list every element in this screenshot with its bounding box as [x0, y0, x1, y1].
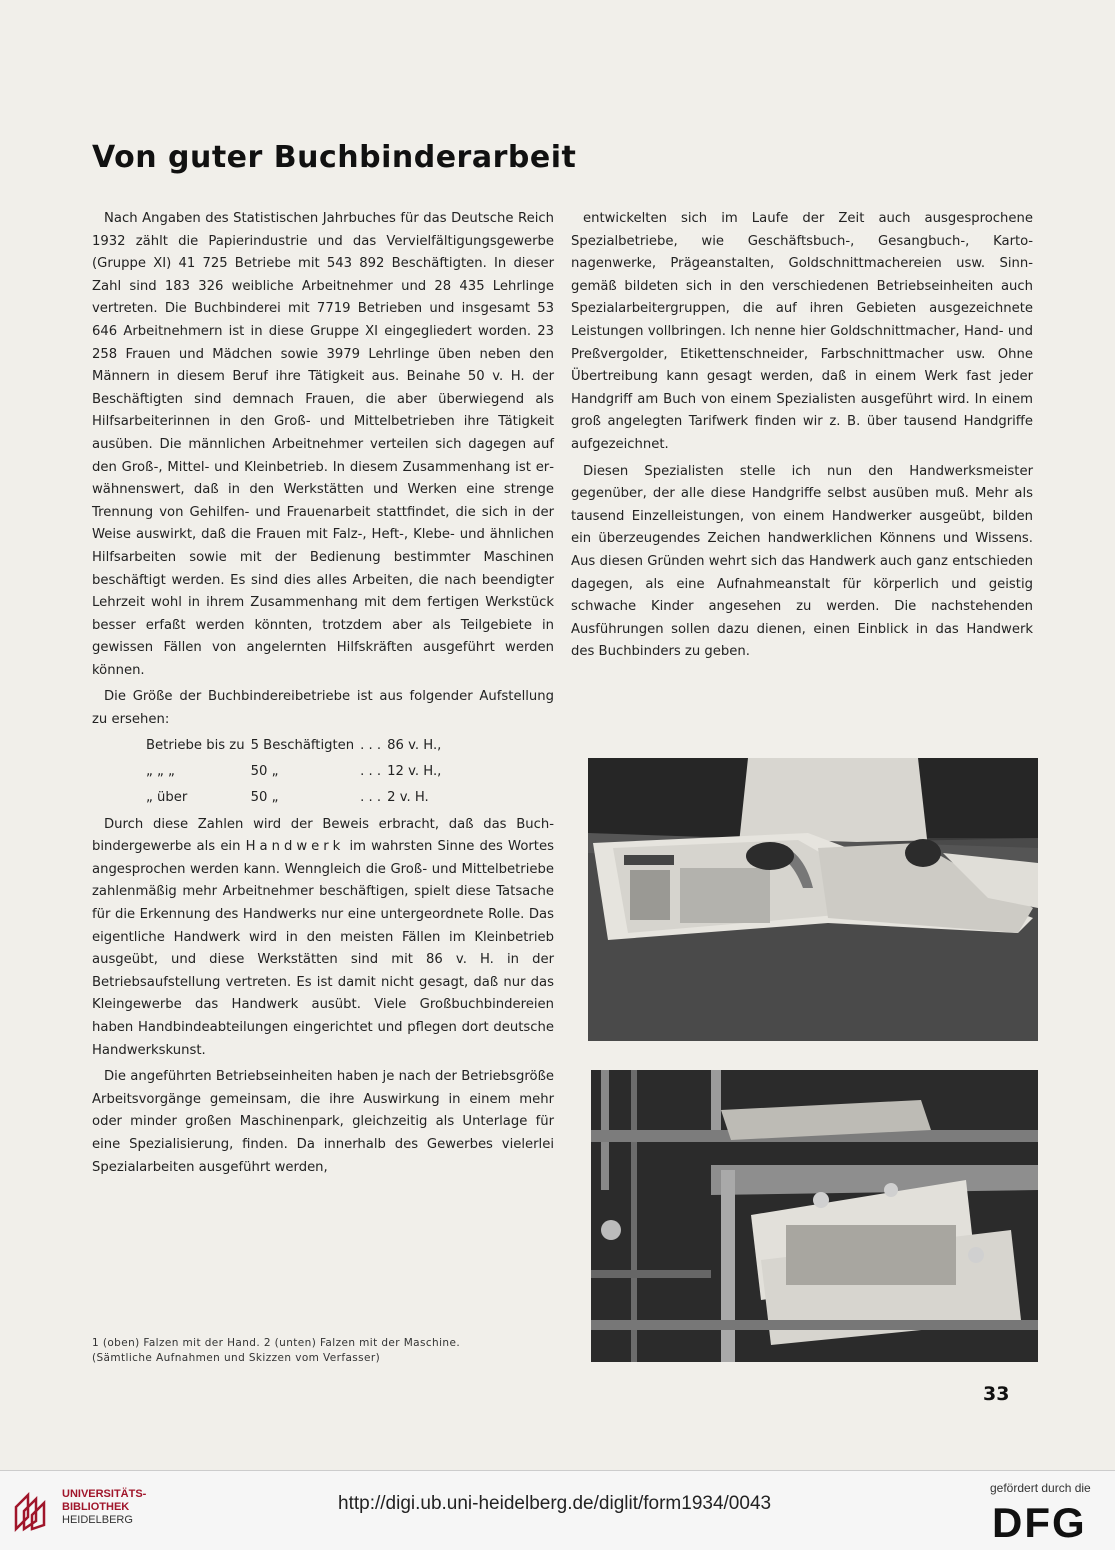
photo-folding-machine: [591, 1070, 1038, 1362]
footer-bar: [0, 1470, 1115, 1550]
library-name-line: HEIDELBERG: [62, 1514, 133, 1526]
paragraph-text: im wahrsten Sinne des Wortes angesprochen werden kann. Wenngleich die Groß- und Mittelbetriebe zahlenmäßig mehr Arbeitnehmer beschäftigen, spielt diese Tatsache für die Erkennung des Handwerks nur eine untergeordnete Rolle. Das eigentliche Handwerk wird in den meisten Fällen im Kleinbetrieb ausgeübt, und diese Werkstätten sind mit 86 v. H. in der Betriebsaufstellung vertreten. Es ist damit nicht gesagt, daß nur das Kleingewerbe das Handwerk ausübt. Viele Großbuchbindereien haben Handbindeabteilungen eingerichtet und pflegen dort deutsche Handwerkskunst.: [92, 839, 554, 1058]
emphasis-handwerk: Handwerk: [245, 839, 345, 855]
table-cell: . . .: [360, 790, 382, 806]
photo-hand-folding: [588, 758, 1038, 1041]
figure-caption: [92, 1336, 562, 1366]
table-cell: 12 v. H.,: [387, 764, 442, 780]
text-column-left: [92, 208, 554, 1179]
table-cell: 50 „: [250, 790, 279, 806]
table-cell: „ „ „: [146, 764, 175, 780]
article-title: Von guter Buchbinderarbeit: [92, 140, 577, 175]
paragraph-text: Durch diese Zahlen wird der Beweis erbracht, daß das Buchbindergewerbe als ein: [92, 816, 554, 855]
table-cell: 5 Beschäftigten: [250, 738, 355, 754]
photo-folding-machine-image: [591, 1070, 1038, 1362]
library-name: [62, 1488, 146, 1527]
paragraph: [92, 814, 554, 1063]
stats-table: [146, 734, 447, 812]
page-number: 33: [983, 1383, 1010, 1405]
table-cell: 2 v. H.: [387, 790, 429, 806]
paragraph: Die Größe der Buchbindereibetriebe ist aus folgender Aufstellung zu ersehen:: [92, 689, 554, 728]
photo-hand-folding-image: [588, 758, 1038, 1041]
paragraph: entwickelten sich im Laufe der Zeit auch ausgesprochene Spezialbetriebe, wie Geschäftsbuch-, Gesangbuch-, Kartonagenwerke, Prägeanstalten, Goldschnittmachereien usw. Sinngemäß bildeten sich in den verschiedenen Betriebseinheiten auch Spezialarbeitergruppen, die auf ihren Gebieten ausgezeichnete Leistungen vollbringen. Ich nenne hier Goldschnittmacher, Hand- und Preßvergolder, Etikettenschneider, Farbschnittmacher usw. Ohne Übertreibung kann gesagt werden, daß in einem Werk fast jeder Handgriff am Buch von einem Spezialisten ausgeführt wird. In einem groß angelegten Tarifwerk finden wir z. B. über tausend Handgriffe aufgezeichnet.: [571, 211, 1033, 452]
table-row: [146, 760, 447, 786]
table-cell: Betriebe bis zu: [146, 738, 245, 754]
caption-line: 1 (oben) Falzen mit der Hand. 2 (unten) Falzen mit der Maschine.: [92, 1337, 461, 1349]
table-cell: . . .: [360, 738, 382, 754]
source-url-link[interactable]: http://digi.ub.uni-heidelberg.de/diglit/form1934/0043: [338, 1493, 772, 1514]
funding-note: gefördert durch die: [990, 1481, 1091, 1495]
table-cell: 50 „: [250, 764, 279, 780]
dfg-logo: DFG: [992, 1499, 1087, 1546]
table-cell: „ über: [146, 790, 188, 806]
caption-line: (Sämtliche Aufnahmen und Skizzen vom Verfasser): [92, 1352, 381, 1364]
library-name-line: BIBLIOTHEK: [62, 1501, 130, 1513]
table-cell: 86 v. H.,: [387, 738, 442, 754]
university-library-logo-icon: [10, 1489, 54, 1533]
table-cell: . . .: [360, 764, 382, 780]
table-row: [146, 786, 447, 812]
paragraph: Diesen Spezialisten stelle ich nun den Handwerksmeister gegenüber, der alle diese Handgriffe selbst ausüben muß. Mehr als tausend Einzelleistungen, von einem Handwerker ausgeübt, bilden ein überzeugendes Zeichen handwerklichen Könnens und Wissens. Aus diesen Gründen wehrt sich das Handwerk auch ganz entschieden dagegen, als eine Aufnahmeanstalt für körperlich und geistig schwache Kinder angesehen zu werden. Die nachstehenden Ausführungen sollen dazu dienen, einen Einblick in das Handwerk des Buchbinders zu geben.: [571, 463, 1033, 660]
table-row: [146, 734, 447, 760]
paragraph: Nach Angaben des Statistischen Jahrbuches für das Deutsche Reich 1932 zählt die Papierindustrie und das Vervielfältigungsgewerbe (Gruppe XI) 41 725 Betriebe mit 543 892 Beschäftigten. In dieser Zahl sind 183 326 weibliche Arbeitnehmer und 28 435 Lehrlinge vertreten. Die Buchbinderei mit 7719 Betrieben und insgesamt 53 646 Arbeitnehmern ist in diese Gruppe XI eingegliedert worden. 23 258 Frauen und Mädchen sowie 3979 Lehrlinge üben neben den Männern in diesem Beruf ihre Tätigkeit aus. Beinahe 50 v. H. der Beschäftigten sind demnach Frauen, die aber überwiegend als Hilfsarbeiterinnen in den Groß- und Mittelbetrieben ihre Tätigkeit ausüben. Die männlichen Arbeitnehmer verteilen sich dagegen auf den Groß-, Mittel- und Kleinbetrieb. In diesem Zusammenhang ist erwähnenswert, daß in den Werkstätten und Werken eine strenge Trennung von Gehilfen- und Frauenarbeit stattfindet, die sich in der Weise auswirkt, daß die Frauen mit Falz-, Heft-, Klebe- und ähnlichen Hilfsarbeiten sowie mit der Bedienung bestimmter Maschinen beschäftigt werden. Es sind dies alles Arbeiten, die nach beendigter Lehrzeit wohl in ihrem Zusammenhang mit dem fertigen Werkstück besser erfaßt werden könnten, trotzdem aber als Teilgebiete in gewissen Fällen von angelernten Hilfskräften ausgeführt werden können.: [92, 211, 554, 678]
paragraph: Die angeführten Betriebseinheiten haben je nach der Betriebsgröße Arbeitsvorgänge gemeinsam, die ihre Auswirkung in einem mehr oder minder großen Maschinenpark, gleichzeitig als Unterlage für eine Spezialisierung, finden. Da innerhalb des Gewerbes vielerlei Spezialarbeiten ausgeführt werden,: [92, 1069, 554, 1175]
text-column-right: [571, 208, 1033, 664]
library-name-line: UNIVERSITÄTS-: [62, 1488, 147, 1500]
